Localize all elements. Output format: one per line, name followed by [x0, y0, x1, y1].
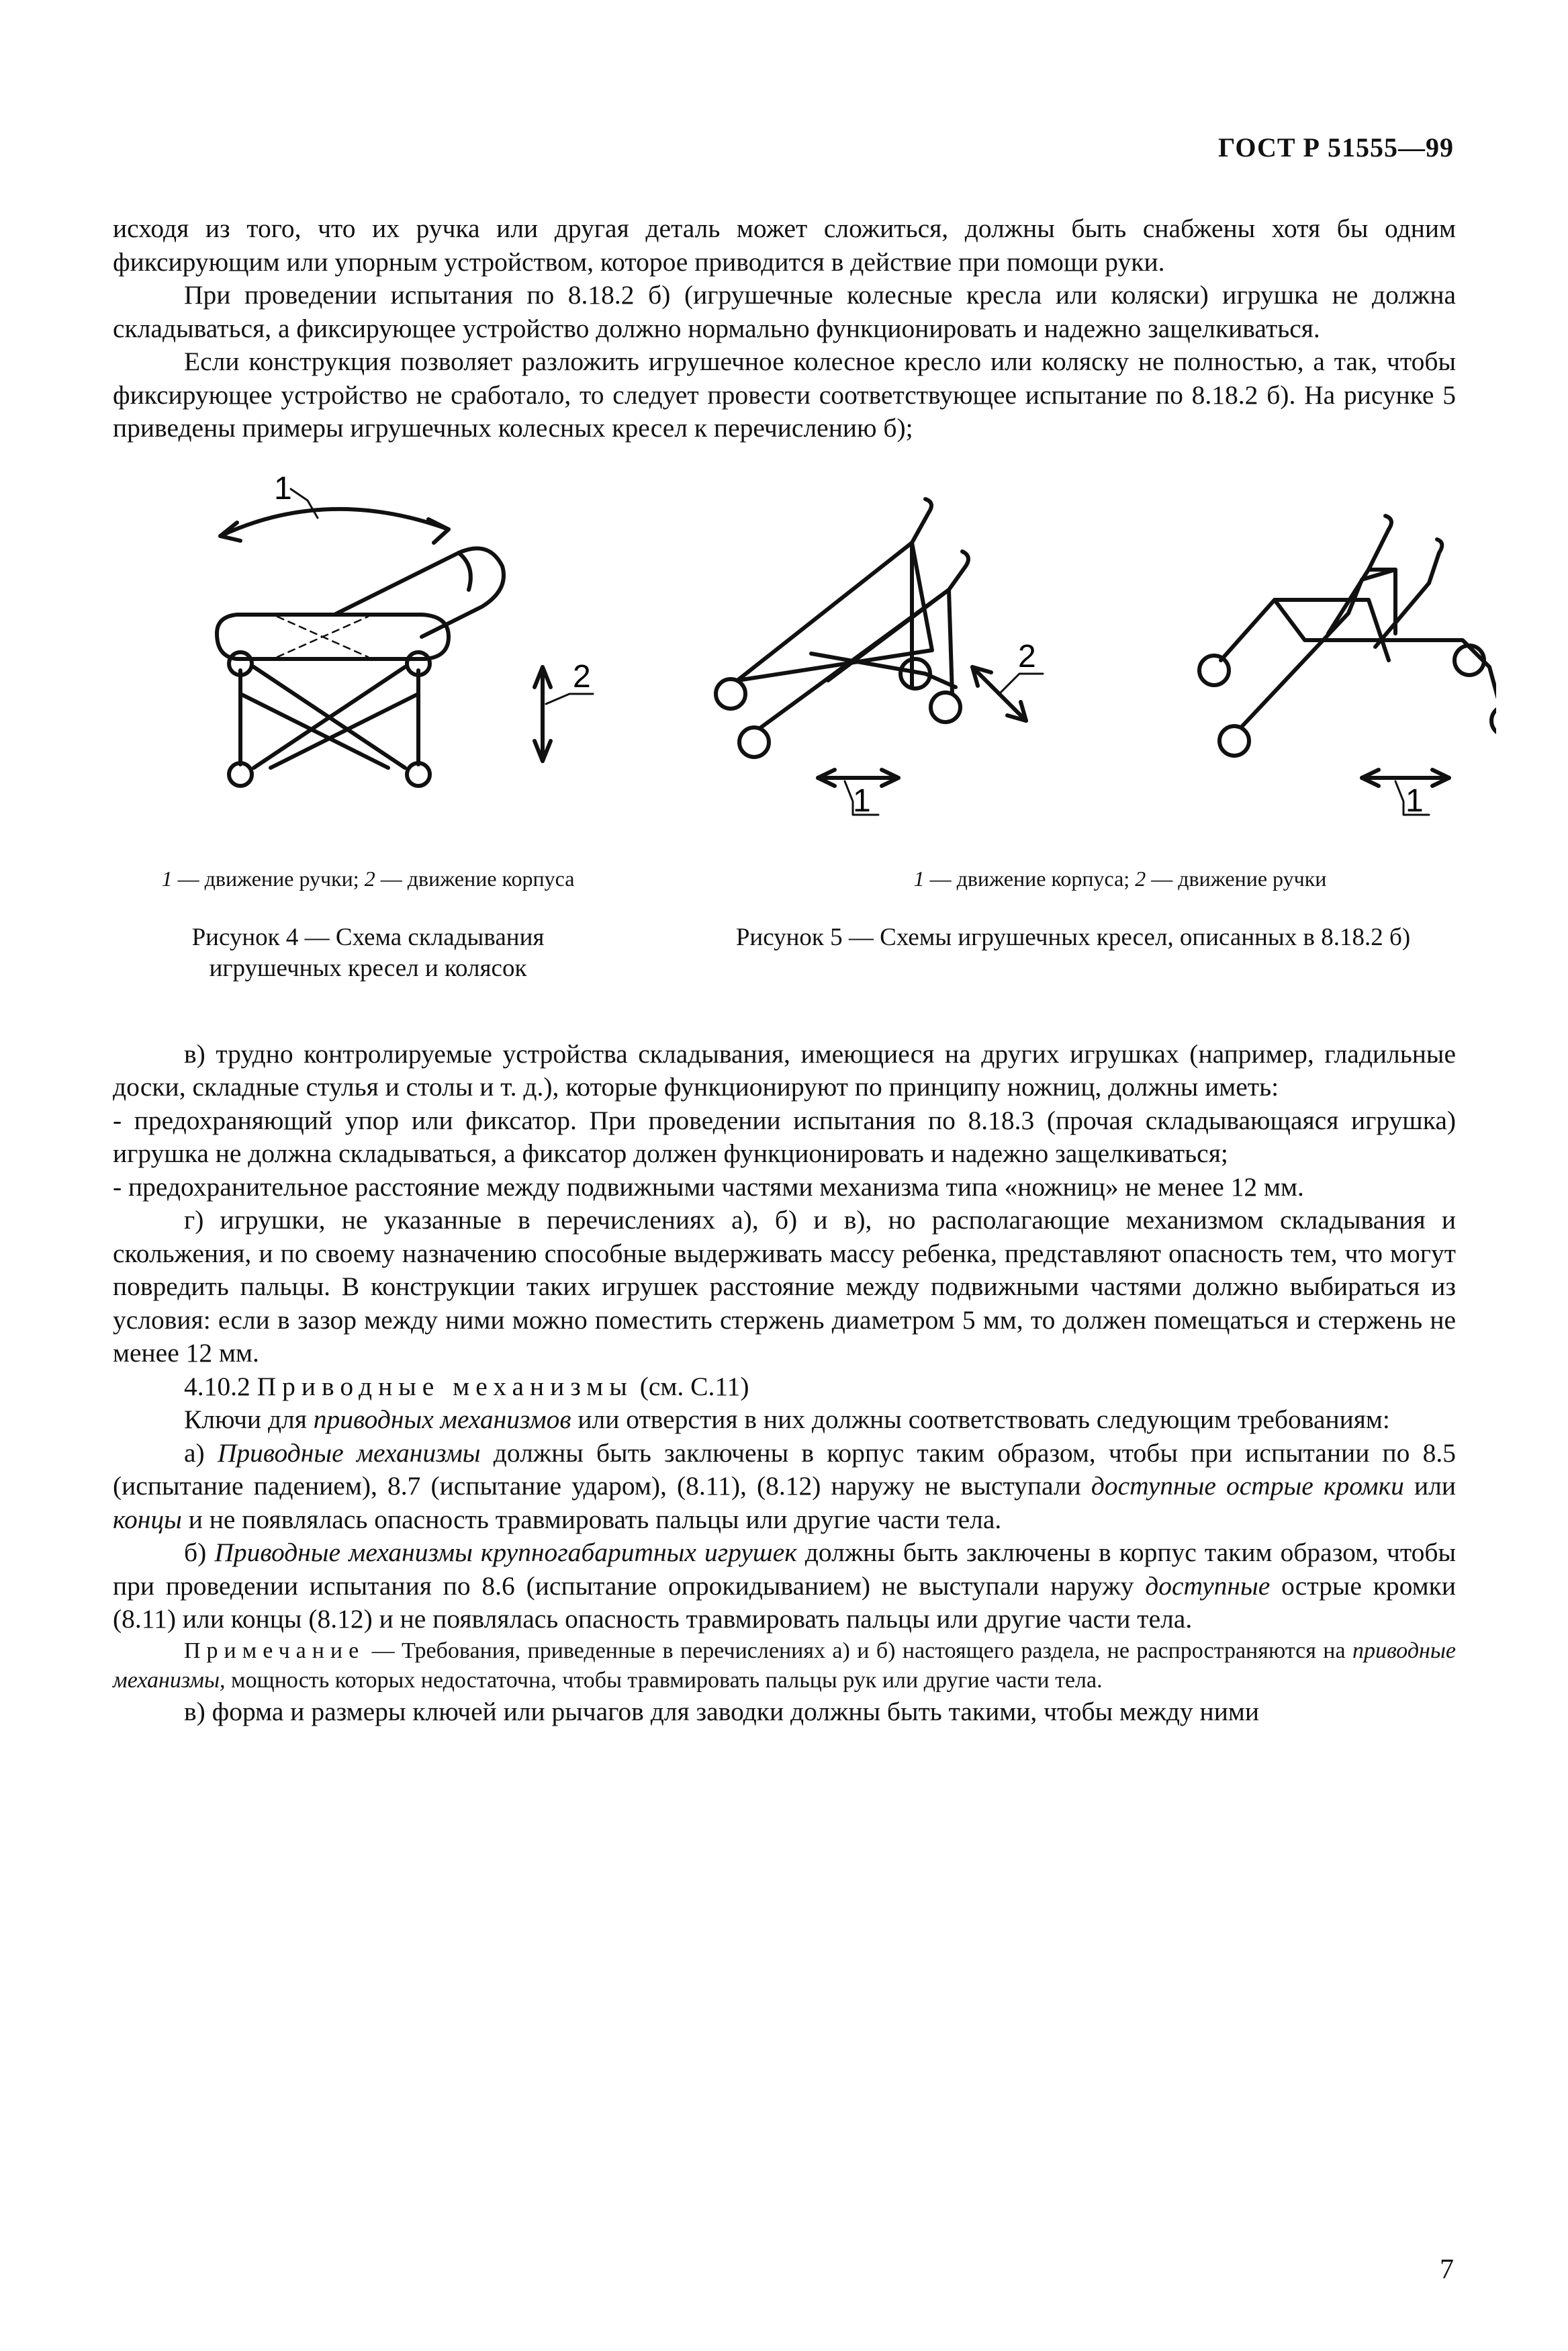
figure-5b-svg [1174, 465, 1496, 842]
paragraph-continuation: исходя из того, что их ручка или другая деталь может сложиться, должны быть снабжены хотя бы одним фиксирующим или упорным устройством, которое приводится в действие при помощи руки. [113, 214, 1456, 277]
note-text-2: мощность которых недостаточна, чтобы травмировать пальцы рук или другие части тела. [225, 1667, 1103, 1693]
paragraph-partial-unfold: Если конструкция позволяет разложить игрушечное колесное кресло или коляску не полностью, а так, чтобы фиксирующее устройство не сработало, то следует провести соответствующее испытание по 8.18.2 б). На рисунке 5 приведены примеры игрушечных колесных кресел к перечислению б); [113, 347, 1456, 443]
fig5b-wheel-4 [1491, 706, 1496, 736]
item-v-keys: в) форма и размеры ключей или рычагов для заводки должны быть такими, чтобы между ними [184, 1696, 1259, 1726]
fig4-label-1: 1 [274, 472, 292, 506]
fig5b-handle-2 [1429, 539, 1442, 583]
fig5a-handle-1 [912, 499, 931, 543]
fig5a-wheel-4 [931, 693, 960, 722]
section-number: 4.10.2 [184, 1371, 257, 1401]
fig5b-frame-1 [1241, 570, 1395, 727]
document-code-header: ГОСТ Р 51555—99 [1217, 132, 1454, 163]
note [113, 1636, 1456, 1695]
fig4-label-2: 2 [573, 658, 591, 695]
figure-5b-drawing [1174, 465, 1496, 842]
fig5a-wheel-2 [739, 727, 769, 757]
fig4-wheel-3 [229, 763, 252, 786]
fig5-legend-num1: 1 [913, 866, 925, 891]
fig5a-label-1: 1 [853, 783, 871, 819]
fig5-legend-text1: — движение корпуса; [924, 866, 1136, 891]
keys-intro-text-1: Ключи для [184, 1405, 314, 1434]
note-text-1: — Требования, приведенные в перечислениях а) и б) настоящего раздела, не распространяются на [365, 1638, 1352, 1663]
fig5a-handle-2 [949, 551, 968, 590]
item-g: г) игрушки, не указанные в перечислениях а), б) и в), но располагающие механизмом складывания и скольжения, и по своему назначению способные выдерживать массу ребенка, представляют опасность тем, что могут повредить пальцы. В конструкции таких игрушек расстояние между подвижными частями должно выбираться из условия: если в зазор между ними можно поместить стержень диаметром 5 мм, то должен помещаться и стержень не менее 12 мм. [113, 1205, 1456, 1368]
figure-5-legend [791, 865, 1449, 892]
item-v-distance: - предохранительное расстояние между подвижными частями механизма типа «ножниц» не менее 12 мм. [113, 1171, 1304, 1202]
figure-4-legend [113, 865, 623, 892]
item-a [113, 1437, 1456, 1537]
fig5b-label-1: 1 [1405, 783, 1424, 819]
item-a-text-2: должны быть заключены в корпус таким образом, чтобы при испытании по 8.5 (испытание падением), 8.7 (испытание ударом), (8.11), (8.12) наружу не выступали [113, 1437, 1456, 1501]
item-a-text-3: или [1403, 1471, 1456, 1501]
item-b [113, 1536, 1456, 1636]
item-a-italic-2: доступные острые кромки [1091, 1471, 1404, 1501]
fig5b-wheel-3 [1455, 646, 1484, 675]
item-b-text-1: б) [184, 1538, 215, 1567]
fig4-back [334, 548, 504, 637]
item-v-stop: - предохраняющий упор или фиксатор. При проведении испытания по 8.18.3 (прочая складывающаяся игрушка) игрушка не должна складываться, а фиксатор должен функционировать и надежно защелкиваться; [113, 1105, 1456, 1168]
item-a-italic-1: Приводные механизмы [217, 1437, 481, 1468]
figure-5-caption: Рисунок 5 — Схемы игрушечных кресел, описанных в 8.18.2 б) [735, 923, 1411, 951]
fig5b-wheel-2 [1219, 726, 1249, 756]
figure-5a-drawing [677, 465, 1053, 842]
section-4-10-2-heading [113, 1370, 1456, 1404]
fig5-legend-num2: 2 [1135, 866, 1146, 891]
keys-intro-text-2: или отверстия в них должны соответствовать следующим требованиям: [571, 1405, 1390, 1434]
page-number: 7 [1440, 2254, 1454, 2285]
fig5b-frame-2 [1221, 600, 1389, 660]
figures-block [113, 452, 1456, 1038]
item-a-text-1: а) [184, 1437, 218, 1468]
fig4-legend-text2: — движение корпуса [375, 866, 575, 891]
fig4-wheel-4 [407, 763, 430, 786]
fig5a-frame-1 [737, 543, 912, 680]
item-b-italic-2: доступные [1145, 1570, 1271, 1601]
fig5a-wheel-1 [716, 679, 745, 709]
item-b-text-2: должны быть заключены в корпус таким образом, чтобы при проведении испытания по 8.6 (испытание опрокидыванием) не выступали наружу [113, 1538, 1456, 1601]
fig4-legend-num1: 1 [161, 866, 173, 891]
note-label: Примечание [184, 1638, 365, 1663]
fig4-arrow-handle [220, 508, 449, 535]
figure-5a-svg [677, 465, 1053, 842]
paragraph-test-8-18-2: При проведении испытания по 8.18.2 б) (игрушечные колесные кресла или коляски) игрушка не должна складываться, а фиксирующее устройство должно нормально функционировать и надежно защелкиваться. [113, 280, 1456, 343]
fig5b-frame-5 [1375, 583, 1429, 647]
item-b-text-3: острые кромки (8.11) или концы (8.12) и не появлялась опасность травмировать пальцы или другие части тела. [113, 1570, 1456, 1634]
figure-4-caption: Рисунок 4 — Схема складывания игрушечных кресел и колясок [191, 923, 545, 982]
fig4-seat-dashes [277, 617, 368, 657]
note-italic-1: приводные механизмы, [113, 1638, 1456, 1693]
page-content [113, 212, 1456, 1728]
section-ref: (см. С.11) [633, 1371, 749, 1401]
keys-intro [113, 1403, 1456, 1437]
keys-intro-italic-1: приводных механизмов [313, 1405, 571, 1434]
fig5b-handle-1 [1369, 516, 1391, 570]
fig5-legend-text2: — движение ручки [1146, 866, 1327, 891]
fig4-legend-num2: 2 [364, 866, 375, 891]
fig4-back-inner [459, 553, 471, 590]
item-a-italic-3: концы [113, 1504, 182, 1534]
item-v-scissors: в) трудно контролируемые устройства складывания, имеющиеся на других игрушках (например, гладильные доски, складные стулья и столы и т. д.), которые функционируют по принципу ножниц, должны иметь: [113, 1038, 1456, 1102]
figure-4-drawing [153, 472, 677, 848]
item-a-text-4: и не появлялась опасность травмировать пальцы или другие части тела. [181, 1504, 1002, 1534]
item-b-italic-1: Приводные механизмы крупногабаритных игрушек [214, 1538, 797, 1567]
fig5a-label-2: 2 [1018, 638, 1036, 674]
section-title: Приводные механизмы [257, 1371, 633, 1401]
figure-4-svg [153, 472, 677, 848]
fig5b-wheel-1 [1199, 656, 1229, 685]
fig4-legend-text1: — движение ручки; [172, 866, 365, 891]
